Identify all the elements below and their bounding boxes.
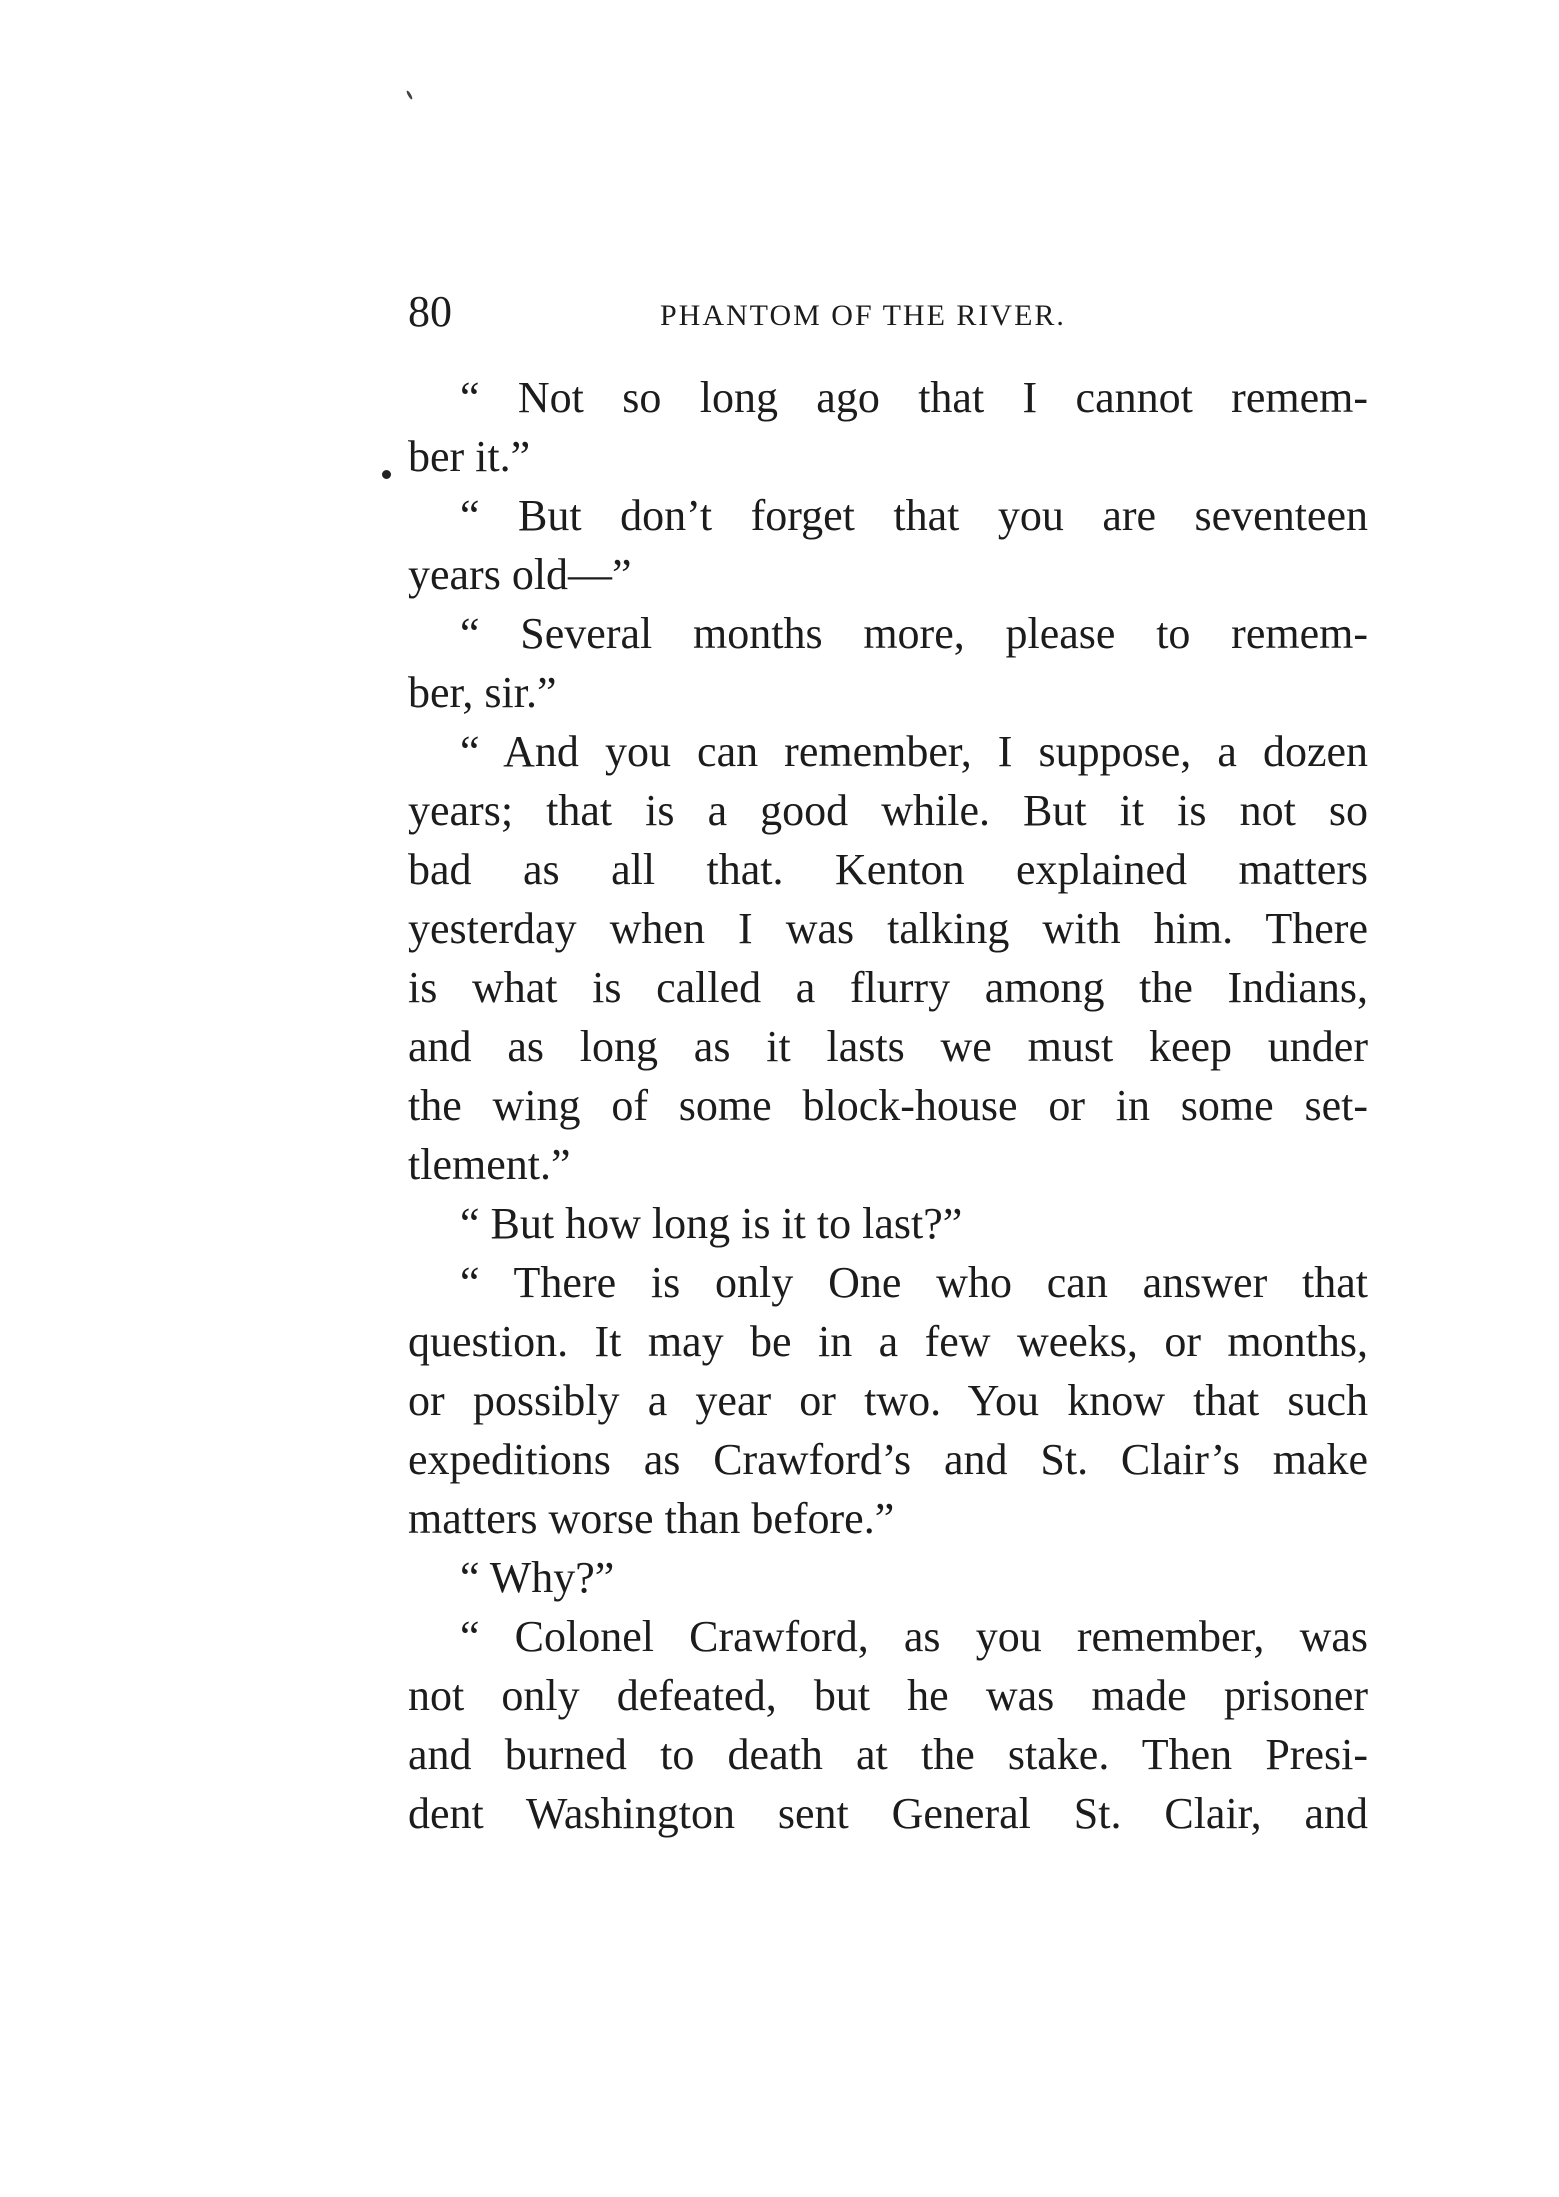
text-line: years; that is a good while. But it is not so (408, 786, 1368, 835)
text-line: and burned to death at the stake. Then Presi- (408, 1730, 1368, 1779)
page-number: 80 (408, 287, 452, 336)
text-line: “ Not so long ago that I cannot remem- (460, 373, 1368, 422)
text-line: “ Several months more, please to remem- (460, 609, 1368, 658)
text-line: and as long as it lasts we must keep under (408, 1022, 1368, 1071)
text-line: “ Colonel Crawford, as you remember, was (460, 1612, 1368, 1661)
ink-speck (382, 470, 391, 479)
text-line: tlement.” (408, 1140, 571, 1189)
text-line: not only defeated, but he was made prisoner (408, 1671, 1368, 1720)
text-line: “ But don’t forget that you are seventeen (460, 491, 1368, 540)
text-line: question. It may be in a few weeks, or months, (408, 1317, 1368, 1366)
text-line: or possibly a year or two. You know that such (408, 1376, 1368, 1425)
text-line: “ There is only One who can answer that (460, 1258, 1368, 1307)
text-line: matters worse than before.” (408, 1494, 895, 1543)
text-line: “ Why?” (460, 1553, 615, 1602)
text-line: yesterday when I was talking with him. There (408, 904, 1368, 953)
text-line: years old—” (408, 550, 632, 599)
text-line: expeditions as Crawford’s and St. Clair’s make (408, 1435, 1368, 1484)
text-line: “ But how long is it to last?” (460, 1199, 963, 1248)
page-header (408, 282, 1368, 342)
text-line: is what is called a flurry among the Indians, (408, 963, 1368, 1012)
text-line: dent Washington sent General St. Clair, and (408, 1789, 1368, 1838)
text-line: “ And you can remember, I suppose, a dozen (460, 727, 1368, 776)
text-line: the wing of some block-house or in some set- (408, 1081, 1368, 1130)
ink-speck (406, 90, 414, 100)
text-line: ber it.” (408, 432, 531, 481)
text-line: ber, sir.” (408, 668, 557, 717)
text-line: bad as all that. Kenton explained matters (408, 845, 1368, 894)
running-head: PHANTOM OF THE RIVER. (660, 299, 1066, 332)
body-text (408, 368, 1368, 1843)
